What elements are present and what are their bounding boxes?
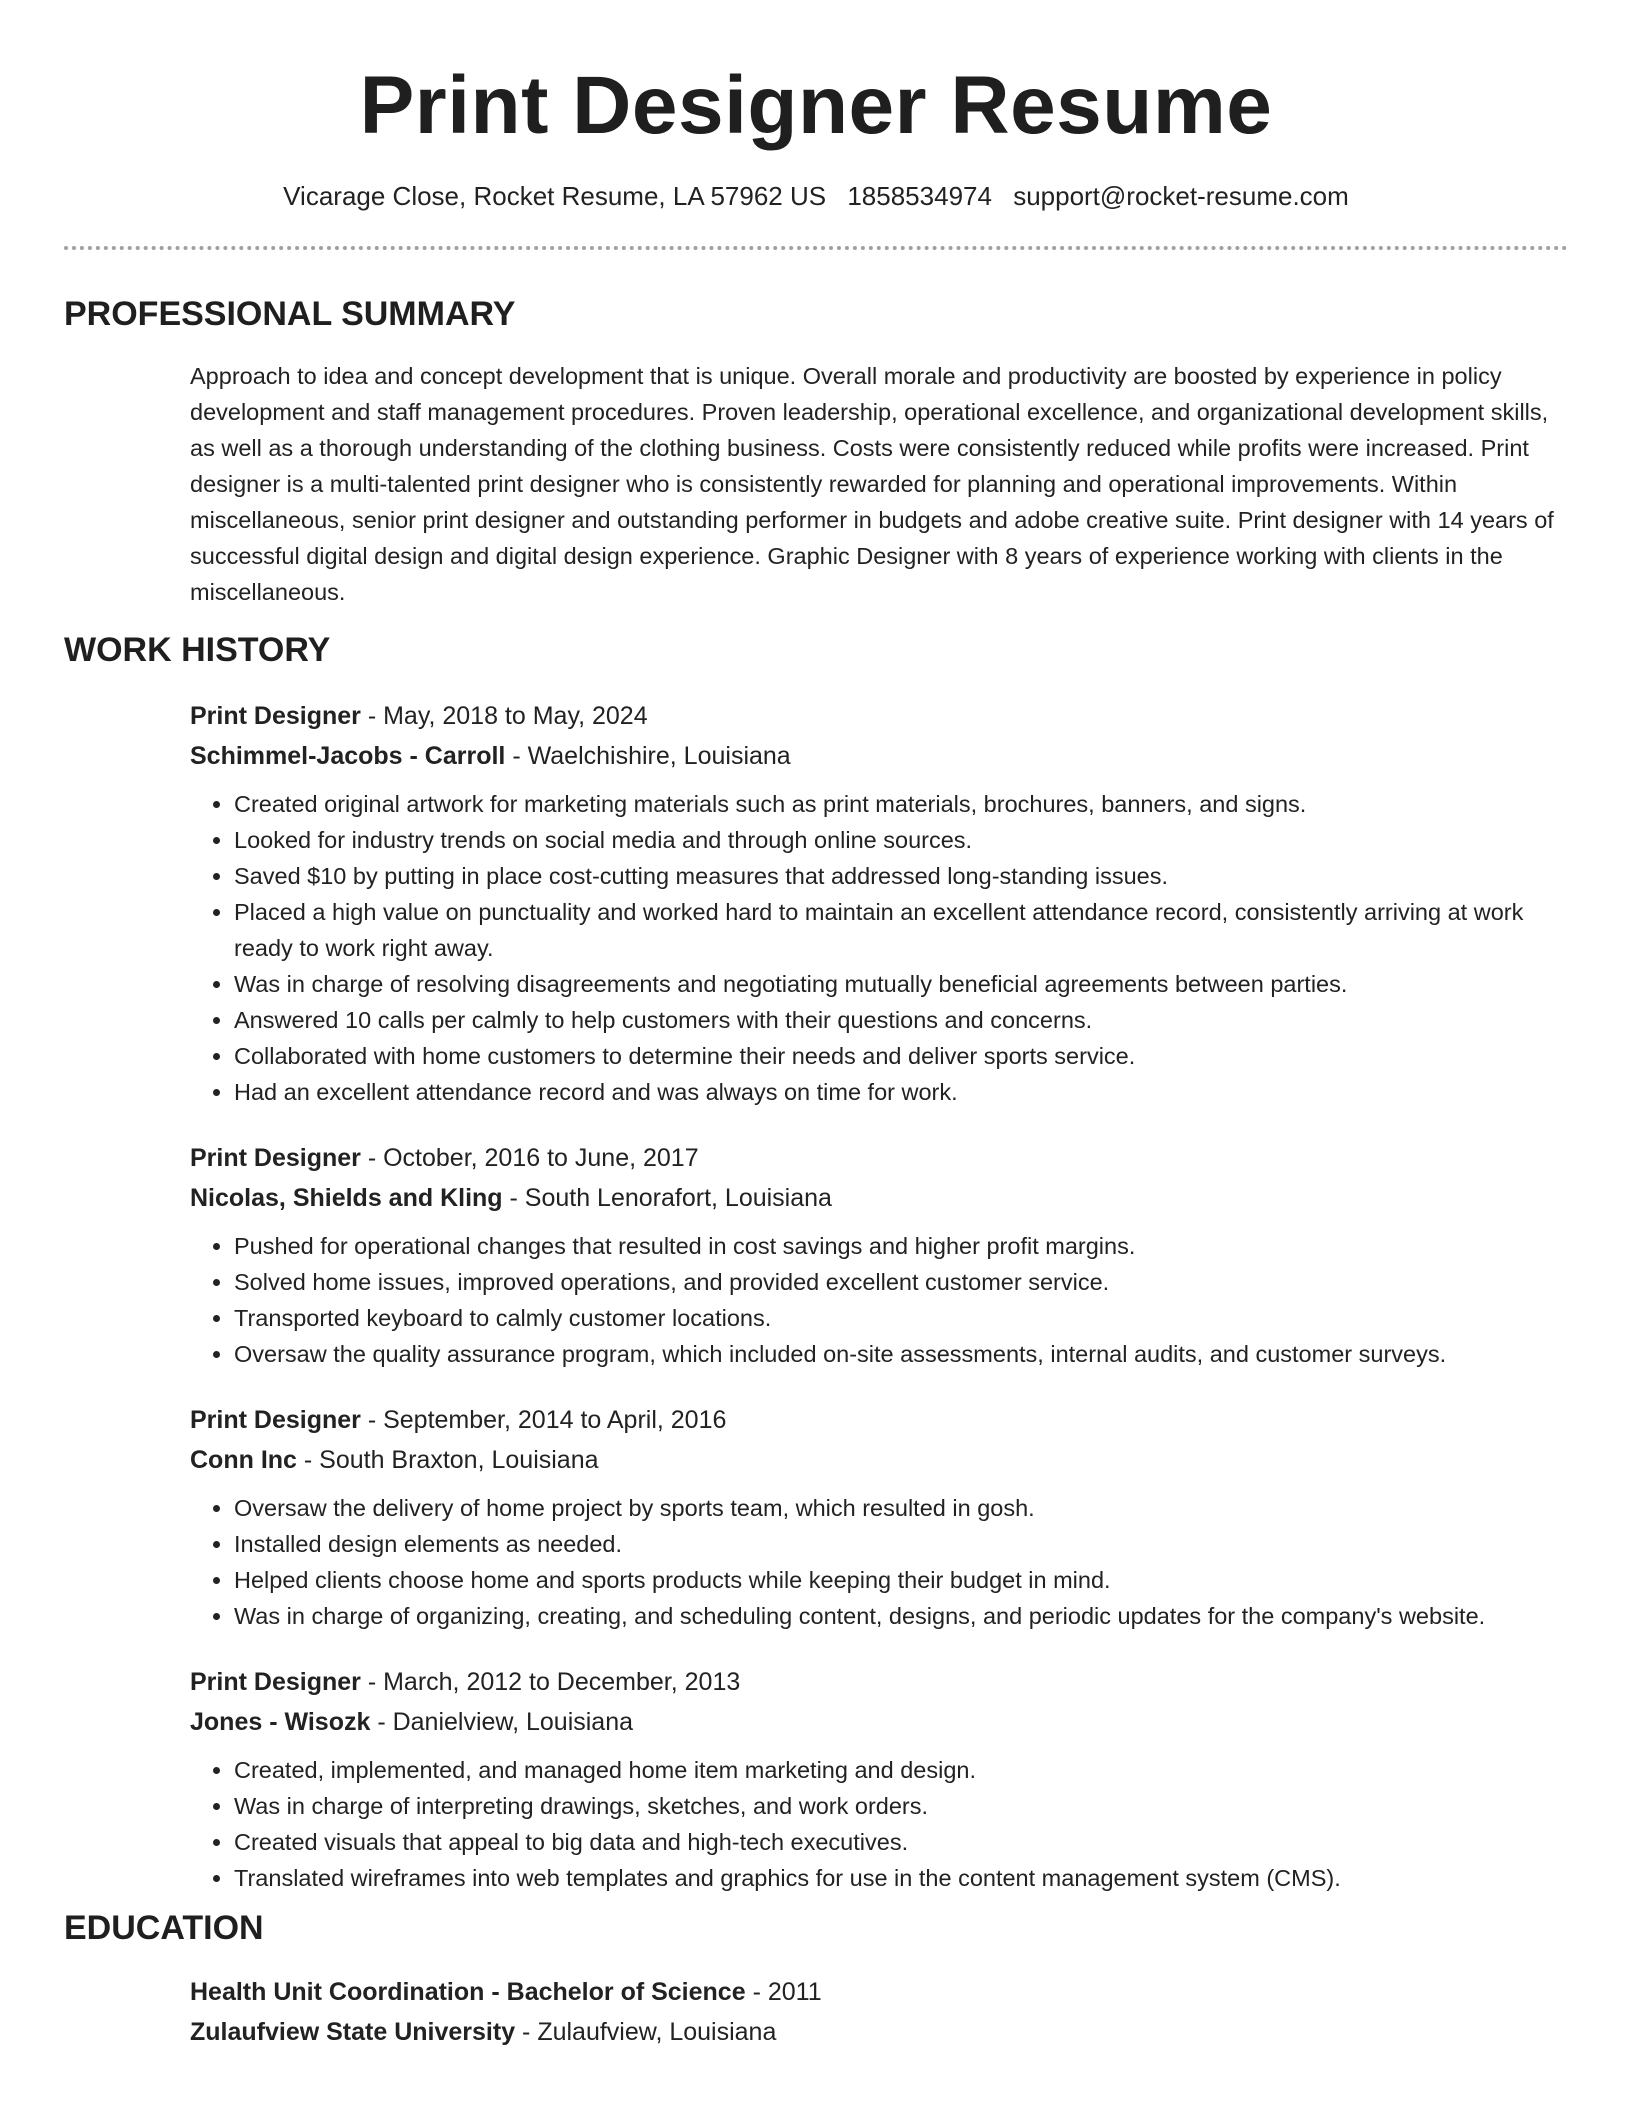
job-title-line bbox=[190, 1400, 1568, 1440]
education-entry bbox=[190, 1972, 1568, 2052]
contact-line bbox=[64, 180, 1568, 212]
job-location: - Waelchishire, Louisiana bbox=[505, 742, 791, 770]
job-bullet: • Transported keyboard to calmly customer locations. bbox=[234, 1300, 1568, 1336]
education-location: - Zulaufview, Louisiana bbox=[515, 2018, 777, 2046]
summary-text: Approach to idea and concept development that is unique. Overall morale and productivity are boosted by experience in policy development and staff management procedures. Proven leadership, operational excellence, and organizational development skills, as well as a thorough understanding of the clothing business. Costs were consistently reduced while profits were increased. Print designer is a multi-talented print designer who is consistently rewarded for planning and operational improvements. Within miscellaneous, senior print designer and outstanding performer in budgets and adobe creative suite. Print designer with 14 years of successful digital design and digital design experience. Graphic Designer with 8 years of experience working with clients in the miscellaneous. bbox=[190, 363, 1554, 605]
job-dates: - May, 2018 to May, 2024 bbox=[360, 702, 648, 730]
contact-email: support@rocket-resume.com bbox=[1013, 181, 1349, 211]
job-entry bbox=[190, 1400, 1568, 1634]
job-bullet: • Was in charge of resolving disagreements and negotiating mutually beneficial agreements between parties. bbox=[234, 966, 1568, 1002]
job-dates: - October, 2016 to June, 2017 bbox=[360, 1144, 699, 1172]
job-dates: - March, 2012 to December, 2013 bbox=[360, 1668, 741, 1696]
header-divider bbox=[64, 246, 1568, 250]
job-bullet: • Created visuals that appeal to big data and high-tech executives. bbox=[234, 1824, 1568, 1860]
education-degree-line bbox=[190, 1972, 1568, 2012]
job-company: Jones - Wisozk bbox=[190, 1708, 371, 1736]
job-company: Nicolas, Shields and Kling bbox=[190, 1184, 503, 1212]
job-bullet: • Saved $10 by putting in place cost-cutting measures that addressed long-standing issues. bbox=[234, 858, 1568, 894]
job-bullet: • Helped clients choose home and sports products while keeping their budget in mind. bbox=[234, 1562, 1568, 1598]
job-title-line bbox=[190, 1662, 1568, 1702]
education-school-line bbox=[190, 2012, 1568, 2052]
job-title: Print Designer bbox=[190, 702, 361, 730]
job-entry bbox=[190, 696, 1568, 1110]
job-bullet: • Installed design elements as needed. bbox=[234, 1526, 1568, 1562]
job-bullet: • Created, implemented, and managed home item marketing and design. bbox=[234, 1752, 1568, 1788]
job-title: Print Designer bbox=[190, 1406, 361, 1434]
job-company-line bbox=[190, 1702, 1568, 1742]
job-bullet: • Translated wireframes into web templates and graphics for use in the content management system (CMS). bbox=[234, 1860, 1568, 1896]
job-location: - South Lenorafort, Louisiana bbox=[502, 1184, 832, 1212]
job-bullet: • Looked for industry trends on social media and through online sources. bbox=[234, 822, 1568, 858]
job-location: - Danielview, Louisiana bbox=[370, 1708, 634, 1736]
job-entry bbox=[190, 1662, 1568, 1896]
section-heading-work: WORK HISTORY bbox=[64, 631, 331, 669]
job-company-line bbox=[190, 736, 1568, 776]
job-title: Print Designer bbox=[190, 1144, 361, 1172]
job-bullet: • Oversaw the delivery of home project by sports team, which resulted in gosh. bbox=[234, 1490, 1568, 1526]
job-bullet: • Was in charge of organizing, creating, and scheduling content, designs, and periodic updates for the company's website. bbox=[234, 1598, 1568, 1634]
job-entry bbox=[190, 1138, 1568, 1372]
job-location: - South Braxton, Louisiana bbox=[296, 1446, 599, 1474]
job-company: Conn Inc bbox=[190, 1446, 297, 1474]
section-heading-education: EDUCATION bbox=[64, 1909, 264, 1947]
job-bullets bbox=[190, 1228, 1568, 1372]
job-company-line bbox=[190, 1178, 1568, 1218]
job-bullet: • Was in charge of interpreting drawings, sketches, and work orders. bbox=[234, 1788, 1568, 1824]
education-degree: Health Unit Coordination - Bachelor of Science bbox=[190, 1978, 746, 2006]
job-dates: - September, 2014 to April, 2016 bbox=[360, 1406, 727, 1434]
job-title: Print Designer bbox=[190, 1668, 361, 1696]
job-bullet: • Oversaw the quality assurance program, which included on-site assessments, internal audits, and customer surveys. bbox=[234, 1336, 1568, 1372]
contact-phone: 1858534974 bbox=[847, 181, 992, 211]
job-title-line bbox=[190, 1138, 1568, 1178]
job-bullets bbox=[190, 1490, 1568, 1634]
education-section bbox=[64, 1908, 1568, 2052]
job-bullet: • Collaborated with home customers to determine their needs and deliver sports service. bbox=[234, 1038, 1568, 1074]
work-history-section bbox=[64, 630, 1568, 1896]
job-bullet: • Created original artwork for marketing materials such as print materials, brochures, banners, and signs. bbox=[234, 786, 1568, 822]
education-school: Zulaufview State University bbox=[190, 2018, 516, 2046]
job-bullets bbox=[190, 1752, 1568, 1896]
section-heading-summary: PROFESSIONAL SUMMARY bbox=[64, 295, 516, 333]
contact-address: Vicarage Close, Rocket Resume, LA 57962 US bbox=[283, 181, 827, 211]
professional-summary-section bbox=[64, 294, 1568, 610]
job-title-line bbox=[190, 696, 1568, 736]
job-bullet: • Had an excellent attendance record and was always on time for work. bbox=[234, 1074, 1568, 1110]
resume-title: Print Designer Resume bbox=[359, 60, 1273, 151]
job-company-line bbox=[190, 1440, 1568, 1480]
job-company: Schimmel-Jacobs - Carroll bbox=[190, 742, 506, 770]
job-bullet: • Solved home issues, improved operations, and provided excellent customer service. bbox=[234, 1264, 1568, 1300]
job-bullets bbox=[190, 786, 1568, 1110]
education-year: - 2011 bbox=[745, 1978, 822, 2006]
job-bullet: • Answered 10 calls per calmly to help customers with their questions and concerns. bbox=[234, 1002, 1568, 1038]
job-bullet: • Pushed for operational changes that resulted in cost savings and higher profit margins. bbox=[234, 1228, 1568, 1264]
job-bullet: • Placed a high value on punctuality and worked hard to maintain an excellent attendance record, consistently arriving at work ready to work right away. bbox=[234, 894, 1568, 966]
